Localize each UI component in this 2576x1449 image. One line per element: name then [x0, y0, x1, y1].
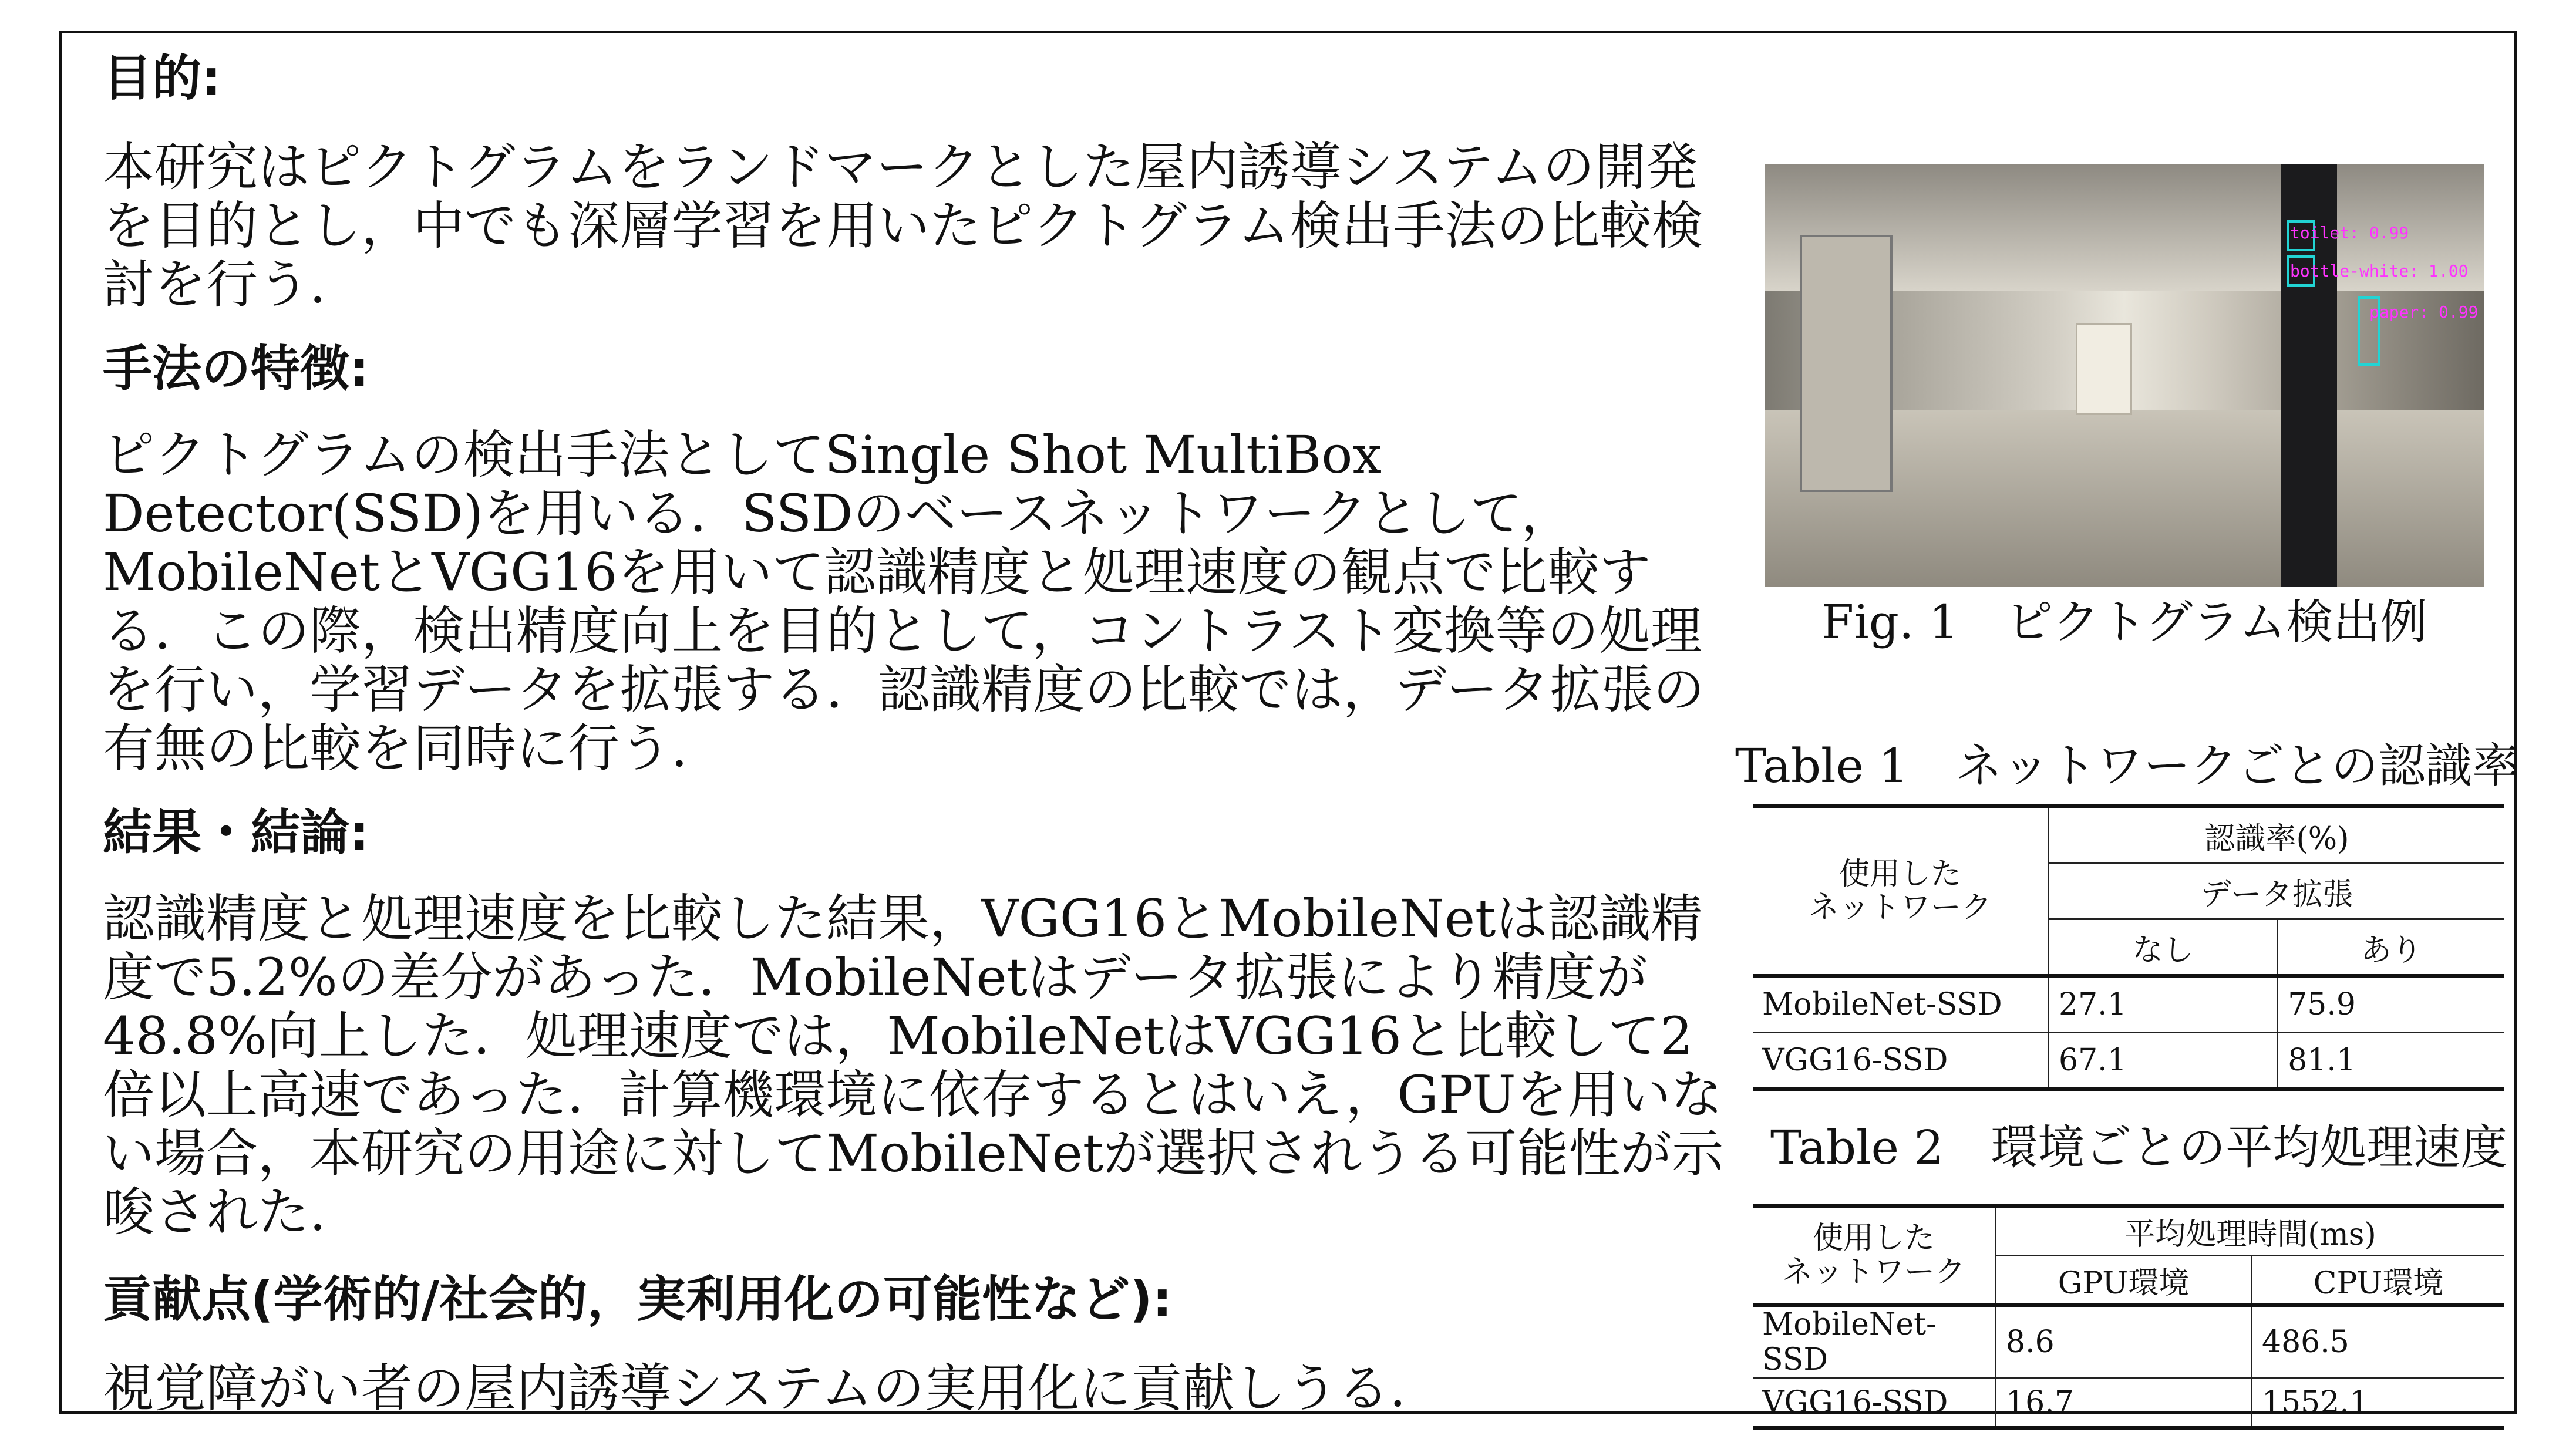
section-heading-purpose: 目的: — [103, 49, 221, 107]
detection-label-toilet: toilet: 0.99 — [2290, 223, 2409, 242]
table1-cell-network: VGG16-SSD — [1753, 1033, 2049, 1090]
figure-caption: Fig. 1 ピクトグラム検出例 — [1821, 595, 2427, 649]
table2-cell-gpu: 8.6 — [1996, 1305, 2252, 1379]
table2-cell-cpu: 1552.1 — [2252, 1379, 2505, 1428]
table2-header-network: 使用した ネットワーク — [1753, 1206, 1996, 1306]
section-text-method: ピクトグラムの検出手法としてSingle Shot MultiBox Detector(SSD)を用いる．SSDのベースネットワークとして，MobileNetとVGG16を用いて認識精度と処理速度の観点で比較する．この際，検出精度向上を目的として，コントラスト変換等の処理を行い，学習データを拡張する．認識精度の比較では，データ拡張の有無の比較を同時に行う. — [103, 424, 1705, 779]
section-text-contribution: 視覚障がい者の屋内誘導システムの実用化に貢献しうる. — [103, 1358, 1406, 1418]
section-heading-contribution: 貢献点(学術的/社会的，実利用化の可能性など): — [103, 1271, 1173, 1328]
table1-header-network: 使用した ネットワーク — [1753, 807, 2049, 976]
table2-header-cpu: CPU環境 — [2252, 1256, 2505, 1306]
table2-caption: Table 2 環境ごとの平均処理速度 — [1770, 1120, 2508, 1175]
table1-recognition-rate — [1753, 804, 2504, 1091]
section-heading-results: 結果・結論: — [103, 804, 369, 861]
table1-header-none: なし — [2049, 919, 2278, 976]
table-row — [1753, 976, 2504, 1033]
table-row — [1753, 1033, 2504, 1090]
section-text-results: 認識精度と処理速度を比較した結果，VGG16とMobileNetは認識精度で5.2%の差分があった．MobileNetはデータ拡張により精度が48.8%向上した．処理速度では，MobileNetはVGG16と比較して2倍以上高速であった．計算機環境に依存するとはいえ，GPUを用いない場合，本研究の用途に対してMobileNetが選択されうる可能性が示唆された. — [103, 888, 1724, 1242]
table1-cell-none: 27.1 — [2049, 976, 2278, 1033]
section-heading-method: 手法の特徴: — [103, 340, 369, 397]
table1-header-augmentation: データ拡張 — [2049, 864, 2505, 919]
table-row — [1753, 1305, 2504, 1379]
table2-header-time: 平均処理時間(ms) — [1996, 1206, 2505, 1256]
detection-label-paper: paper: 0.99 — [2369, 302, 2479, 322]
table2-cell-cpu: 486.5 — [2252, 1305, 2505, 1379]
table1-cell-with: 81.1 — [2278, 1033, 2504, 1090]
corridor-end — [2076, 323, 2132, 415]
section-text-purpose: 本研究はピクトグラムをランドマークとした屋内誘導システムの開発を目的とし，中でも深層学習を用いたピクトグラム検出手法の比較検討を行う. — [103, 137, 1703, 315]
table1-header-with: あり — [2278, 919, 2504, 976]
table1-cell-network: MobileNet-SSD — [1753, 976, 2049, 1033]
table-row — [1753, 1379, 2504, 1428]
table2-header-gpu: GPU環境 — [1996, 1256, 2252, 1306]
corridor-door — [1800, 235, 1893, 492]
table1-caption: Table 1 ネットワークごとの認識率 — [1735, 739, 2520, 793]
table1-cell-with: 75.9 — [2278, 976, 2504, 1033]
detection-label-bottle: bottle-white: 1.00 — [2290, 261, 2469, 281]
pictogram-detection-photo — [1765, 164, 2484, 587]
table2-cell-network: VGG16-SSD — [1753, 1379, 1996, 1428]
table2-cell-gpu: 16.7 — [1996, 1379, 2252, 1428]
table1-cell-none: 67.1 — [2049, 1033, 2278, 1090]
table2-processing-speed — [1753, 1204, 2504, 1430]
table2-cell-network: MobileNet-SSD — [1753, 1305, 1996, 1379]
table1-header-rate: 認識率(%) — [2049, 807, 2505, 864]
